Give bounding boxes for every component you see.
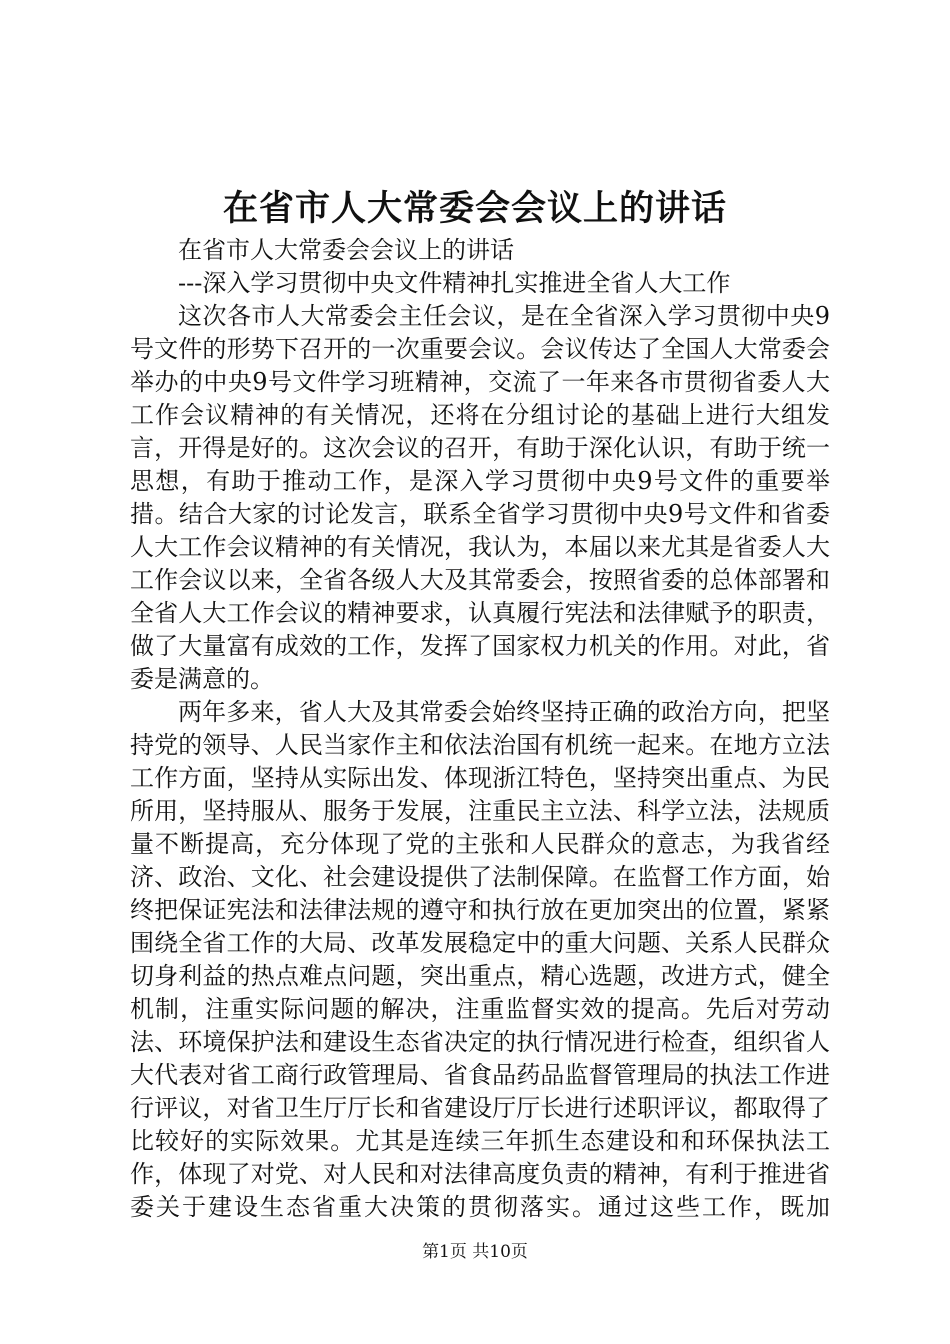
paragraph-2: 两年多来，省人大及其常委会始终坚持正确的政治方向，把坚持党的领导、人民当家作主和依法治国有机统一起来。在地方立法工作方面，坚持从实际出发、体现浙江特色，坚持突出重点、为民所用，坚持服从、服务于发展，注重民主立法、科学立法，法规质量不断提高，充分体现了党的主张和人民群众的意志，为我省经济、政治、文化、社会建设提供了法制保障。在监督工作方面，始终把保证宪法和法律法规的遵守和执行放在更加突出的位置，紧紧围绕全省工作的大局、改革发展稳定中的重大问题、关系人民群众切身利益的热点难点问题，突出重点，精心选题，改进方式，健全机制，注重实际问题的解决，注重监督实效的提高。先后对劳动法、环境保护法和建设生态省决定的执行情况进行检查，组织省人大代表对省工商行政管理局、省食品药品监督管理局的执法工作进行评议，对省卫生厅厅长和省建设厅厅长进行述职评议，都取得了比较好的实际效果。尤其是连续三年抓生态建设和和环保执法工作，体现了对党、对人民和对法律高度负责的精神，有利于推进省委关于建设生态省重大决策的贯彻落实。通过这些工作，既加 (130, 698, 830, 1221)
document-title: 在省市人大常委会会议上的讲话 (222, 188, 727, 229)
paragraph-1: 这次各市人大常委会主任会议，是在全省深入学习贯彻中央9号文件的形势下召开的一次重要会议。会议传达了全国人大常委会举办的中央9号文件学习班精神，交流了一年来各市贯彻省委人大工作会议精神的有关情况，还将在分组讨论的基础上进行大组发言，开得是好的。这次会议的召开，有助于深化认识，有助于统一思想，有助于推动工作，是深入学习贯彻中央9号文件的重要举措。结合大家的讨论发言，联系全省学习贯彻中央9号文件和省委人大工作会议精神的有关情况，我认为，本届以来尤其是省委人大工作会议以来，全省各级人大及其常委会，按照省委的总体部署和全省人大工作会议的精神要求，认真履行宪法和法律赋予的职责，做了大量富有成效的工作，发挥了国家权力机关的作用。对此，省委是满意的。 (130, 302, 830, 693)
page-number: 第1页 共10页 (422, 1242, 528, 1262)
document-subtitle: ---深入学习贯彻中央文件精神扎实推进全省人大工作 (178, 269, 731, 297)
document-body (130, 234, 830, 1224)
heading-repeat: 在省市人大常委会会议上的讲话 (178, 236, 514, 264)
